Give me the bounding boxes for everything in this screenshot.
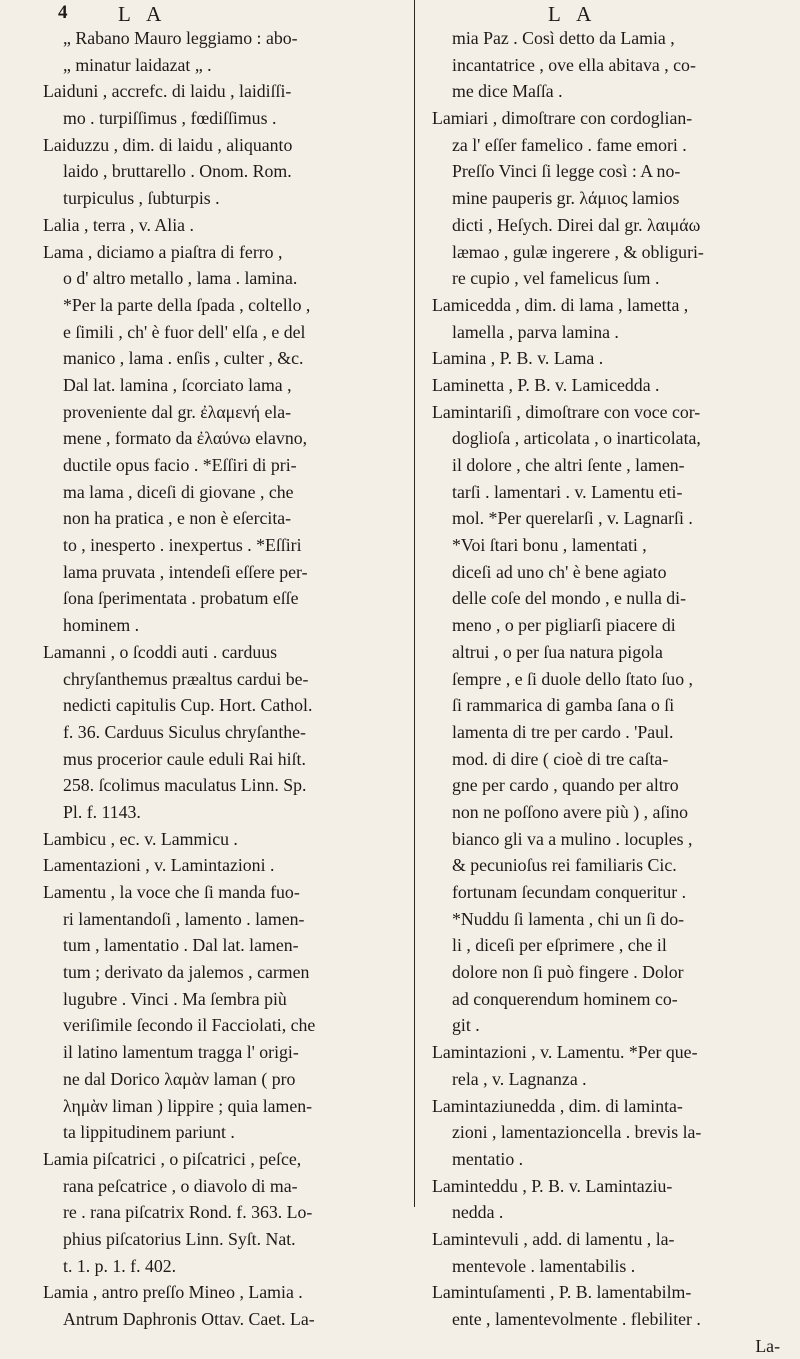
text-line: re cupio , vel famelicus ſum .	[452, 268, 660, 289]
text-line: incantatrice , ove ella abitava , co-	[452, 54, 696, 75]
right-running-head: L A	[548, 2, 598, 26]
text-line: Lamentazioni , v. Lamintazioni .	[43, 855, 275, 876]
text-line: il latino lamentum tragga l' origi-	[63, 1042, 299, 1063]
text-line: ma lama , diceſi di giovane , che	[63, 481, 294, 502]
text-line: Laminetta , P. B. v. Lamicedda .	[432, 374, 660, 395]
text-line: non ne poſſono avere più ) , aſino	[452, 801, 689, 822]
text-line: Lamia piſcatrici , o piſcatrici , peſce,	[43, 1148, 302, 1169]
text-line: proveniente dal gr. ἐλαμενή ela-	[63, 401, 292, 422]
text-line: λημὰν liman ) lippire ; quia lamen-	[63, 1095, 313, 1116]
text-line: mo . turpiſſimus , fœdiſſimus .	[63, 108, 277, 129]
text-line: Lamintevuli , add. di lamentu , la-	[432, 1228, 675, 1249]
text-line: nedicti capitulis Cup. Hort. Cathol.	[63, 695, 313, 716]
text-line: mod. di dire ( cioè di tre caſta-	[452, 748, 669, 769]
text-line: Lamanni , o ſcoddi auti . carduus	[43, 641, 278, 662]
text-line: rela , v. Lagnanza .	[452, 1068, 587, 1089]
text-line: *Voi ſtari bonu , lamentati ,	[452, 535, 647, 556]
text-line: tum , lamentatio . Dal lat. lamen-	[63, 935, 299, 956]
text-line: Lalia , terra , v. Alia .	[43, 214, 194, 235]
text-line: læmao , gulæ ingerere , & obliguri-	[452, 241, 704, 262]
text-line: tum ; derivato da jalemos , carmen	[63, 962, 310, 983]
text-line: & pecunioſus rei familiaris Cic.	[452, 855, 677, 876]
text-line: mus procerior caule eduli Rai hiſt.	[63, 748, 306, 769]
text-line: zioni , lamentazioncella . brevis la-	[452, 1122, 702, 1143]
text-line: Lambicu , ec. v. Lammicu .	[43, 828, 238, 849]
text-line: lamenta di tre per cardo . 'Paul.	[452, 721, 674, 742]
text-line: il dolore , che altri ſente , lamen-	[452, 455, 685, 475]
text-line: me dice Maſſa .	[452, 81, 563, 102]
text-line: ente , lamentevolmente . flebiliter .	[452, 1309, 701, 1329]
text-line: Lamintuſamenti , P. B. lamentabilm-	[432, 1282, 692, 1303]
text-line: Antrum Daphronis Ottav. Caet. La-	[63, 1309, 315, 1329]
text-line: nedda .	[452, 1202, 504, 1223]
text-line: Preſſo Vinci ſi legge così : A no-	[452, 161, 681, 182]
text-line: veriſimile ſecondo il Facciolati, che	[63, 1015, 316, 1036]
left-column	[43, 25, 405, 1333]
text-line: mol. *Per querelarſi , v. Lagnarſi .	[452, 508, 693, 529]
text-line: chryſanthemus præaltus cardui be-	[63, 668, 309, 689]
text-line: tarſi . lamentari . v. Lamentu eti-	[452, 481, 683, 502]
text-line: lamella , parva lamina .	[452, 321, 619, 342]
text-line: bianco gli va a mulino . locuples ,	[452, 828, 693, 849]
text-line: Lamicedda , dim. di lama , lametta ,	[432, 294, 689, 315]
text-line: Lamentu , la voce che ſi manda fuo-	[43, 882, 300, 902]
page-number: 4	[58, 2, 68, 23]
text-line: dolore non ſi può fingere . Dolor	[452, 962, 684, 983]
text-line: La-	[755, 1335, 780, 1356]
column-divider	[414, 0, 415, 1207]
text-line: lama pruvata , intendeſi eſſere per-	[63, 561, 308, 582]
text-line: 258. ſcolimus maculatus Linn. Sp.	[63, 775, 307, 796]
text-line: turpiculus , ſubturpis .	[63, 188, 220, 209]
text-line: lugubre . Vinci . Ma ſembra più	[63, 988, 287, 1009]
left-running-head: L A	[118, 2, 168, 26]
text-line: li , diceſi per eſprimere , che il	[452, 935, 667, 956]
text-line: laido , bruttarello . Onom. Rom.	[63, 161, 292, 182]
text-line: altrui , o per ſua natura pigola	[452, 641, 663, 662]
text-line: git .	[452, 1015, 480, 1036]
text-line: manico , lama . enſis , culter , &c.	[63, 348, 304, 369]
text-line: Pl. f. 1143.	[63, 801, 141, 822]
text-line: diceſi ad uno ch' è bene agiato	[452, 561, 667, 582]
text-line: „ minatur laidazat „ .	[63, 54, 212, 75]
text-line: rana peſcatrice , o diavolo di ma-	[63, 1175, 298, 1196]
text-line: Laminteddu , P. B. v. Lamintaziu-	[432, 1175, 673, 1196]
text-line: ri lamentandoſi , lamento . lamen-	[63, 908, 305, 929]
text-line: Lamia , antro preſſo Mineo , Lamia .	[43, 1282, 303, 1303]
text-line: e ſimili , ch' è fuor dell' elſa , e del	[63, 321, 306, 342]
text-line: ne dal Dorico λαμὰν laman ( pro	[63, 1068, 296, 1089]
text-line: ſona ſperimentata . probatum eſſe	[63, 588, 299, 609]
text-line: to , inesperto . inexpertus . *Eſſiri	[63, 535, 302, 556]
text-line: gne per cardo , quando per altro	[452, 775, 679, 796]
text-line: mene , formato da ἐλαύνω elavno,	[63, 428, 308, 449]
text-line: phius piſcatorius Linn. Syſt. Nat.	[63, 1228, 296, 1249]
text-line: non ha pratica , e non è eſercita-	[63, 508, 292, 529]
text-line: ſempre , e ſi duole dello ſtato ſuo ,	[452, 668, 693, 689]
text-line: dicti , Heſych. Direi dal gr. λαιμάω	[452, 214, 701, 235]
text-line: ſi rammarica di gamba ſana o ſi	[452, 695, 675, 716]
text-line: Lamiari , dimoſtrare con cordoglian-	[432, 108, 693, 129]
text-line: f. 36. Carduus Siculus chryſanthe-	[63, 721, 306, 742]
text-line: Laiduzzu , dim. di laidu , aliquanto	[43, 134, 293, 155]
text-line: Lama , diciamo a piaſtra di ferro ,	[43, 241, 283, 262]
text-line: Laiduni , accrefc. di laidu , laidiſſi-	[43, 81, 292, 102]
text-line: mentevole . lamentabilis .	[452, 1255, 636, 1276]
text-line: fortunam ſecundam conqueritur .	[452, 882, 687, 902]
text-line: mentatio .	[452, 1148, 524, 1169]
text-line: mine pauperis gr. λάμιος lamios	[452, 188, 680, 209]
text-line: meno , o per pigliarſi piacere di	[452, 615, 676, 636]
text-line: ta lippitudinem pariunt .	[63, 1122, 235, 1143]
text-line: o d' altro metallo , lama . lamina.	[63, 268, 298, 289]
text-line: *Per la parte della ſpada , coltello ,	[63, 294, 311, 315]
text-line: Lamina , P. B. v. Lama .	[432, 348, 604, 369]
text-line: za l' eſſer famelico . fame emori .	[452, 134, 687, 155]
text-line: Lamintazioni , v. Lamentu. *Per que-	[432, 1042, 698, 1063]
text-line: dоglioſa , articolata , o inarticolata,	[452, 428, 701, 449]
text-line: mia Paz . Così detto da Lamia ,	[452, 28, 675, 48]
text-line: Lamintariſi , dimoſtrare con voce cor-	[432, 401, 701, 422]
text-line: t. 1. p. 1. f. 402.	[63, 1255, 177, 1276]
text-line: *Nuddu ſi lamenta , chi un ſi do-	[452, 908, 685, 929]
text-line: Dal lat. lamina , ſcorciato lama ,	[63, 374, 292, 395]
text-line: Lamintaziunedda , dim. di laminta-	[432, 1095, 683, 1116]
text-line: re . rana piſcatrix Rond. f. 363. Lo-	[63, 1202, 313, 1223]
text-line: „ Rabano Mauro leggiamo : abo-	[63, 28, 298, 48]
right-column	[432, 25, 780, 1359]
text-line: ad conquerendum hominem co-	[452, 988, 678, 1009]
text-line: delle coſe del mondo , e nulla di-	[452, 588, 687, 609]
text-line: ductile opus facio . *Eſſiri di pri-	[63, 455, 297, 475]
text-line: hominem .	[63, 615, 140, 636]
